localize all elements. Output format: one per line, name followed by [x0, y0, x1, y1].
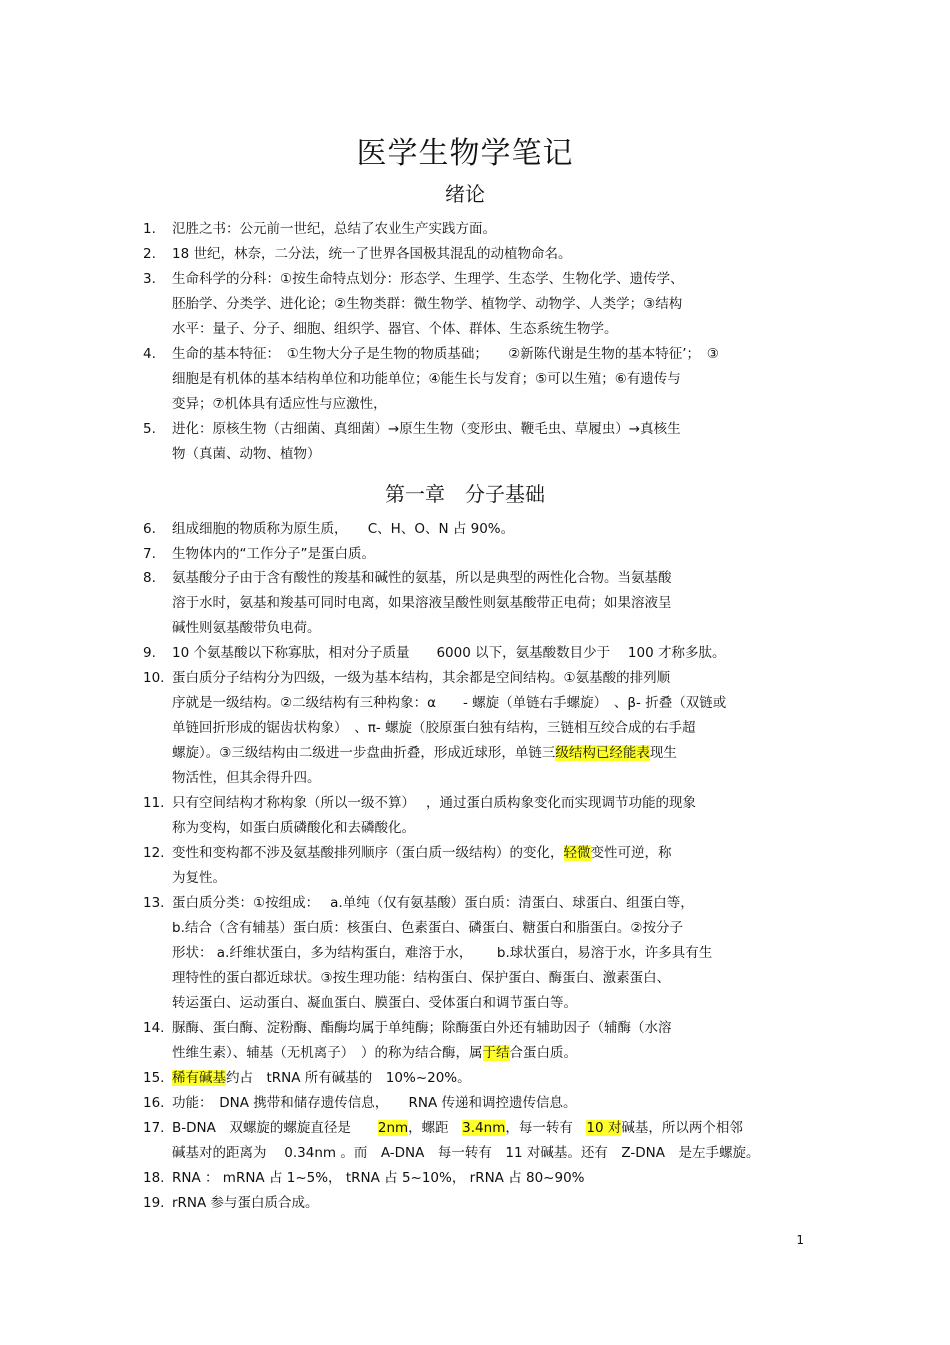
item-line [172, 1066, 813, 1091]
list-item [143, 891, 813, 1016]
item-line: 蛋白质分类：①按组成： a.单纯（仅有氨基酸）蛋白质：清蛋白、球蛋白、组蛋白等， [172, 895, 694, 911]
list-item [143, 666, 813, 791]
highlighted-text: 轻微 [563, 845, 591, 861]
item-line: 理特性的蛋白都近球状。③按生理功能：结构蛋白、保护蛋白、酶蛋白、激素蛋白、 [172, 970, 671, 986]
item-text: ，每一转有 [505, 1120, 587, 1136]
item-number: 12. [143, 845, 165, 861]
item-line: rRNA 参与蛋白质合成。 [172, 1195, 319, 1211]
item-line: 蛋白质分子结构分为四级，一级为基本结构，其余都是空间结构。①氨基酸的排列顺 [172, 670, 671, 686]
list-item [143, 242, 813, 267]
item-text: 约占 tRNA 所有碱基的 10%~20%。 [226, 1070, 471, 1086]
item-line: 形状： a.纤维状蛋白，多为结构蛋白，难溶于水， b.球状蛋白，易溶于水，许多具有生 [172, 945, 713, 961]
item-number: 4. [143, 346, 156, 362]
item-line [172, 1041, 813, 1066]
list-item [143, 1191, 813, 1216]
section-heading-intro: 绪论 [445, 182, 485, 206]
item-line [172, 841, 813, 866]
item-number: 7. [143, 546, 156, 562]
list-item [143, 566, 813, 641]
item-line: 氨基酸分子由于含有酸性的羧基和碱性的氨基，所以是典型的两性化合物。当氨基酸 [172, 570, 672, 586]
item-text: 变性和变构都不涉及氨基酸排列顺序（蛋白质一级结构）的变化， [172, 845, 564, 861]
item-text: 变性可逆，称 [590, 845, 672, 861]
highlighted-text: 于结 [482, 1045, 510, 1061]
item-text: ，螺距 [408, 1120, 463, 1136]
item-line [172, 1116, 813, 1141]
item-line: 变异；⑦机体具有适应性与应激性， [172, 396, 387, 412]
list-item [143, 542, 813, 567]
item-line: b.结合（含有辅基）蛋白质：核蛋白、色素蛋白、磷蛋白、糖蛋白和脂蛋白。②按分子 [172, 920, 683, 936]
item-number: 11. [143, 795, 165, 811]
list-item [143, 517, 813, 542]
highlighted-text: 级结构已经能表 [555, 745, 650, 761]
item-line: 序就是一级结构。②二级结构有三种构象：α - 螺旋（单链右手螺旋） 、β- 折叠（双链或 [172, 695, 727, 711]
item-text: B-DNA 双螺旋的螺旋直径是 [172, 1120, 378, 1136]
item-line: 组成细胞的物质称为原生质， C、H、O、N 占 90%。 [172, 521, 515, 537]
list-item [143, 841, 813, 891]
item-line: 进化：原核生物（古细菌、真细菌）→原生生物（变形虫、鞭毛虫、草履虫）→真核生 [172, 421, 681, 437]
list-item [143, 1166, 813, 1191]
item-line: 生物体内的“工作分子”是蛋白质。 [172, 546, 375, 562]
item-line: 10 个氨基酸以下称寡肽，相对分子质量 6000 以下，氨基酸数目少于 100 才称多肽。 [172, 645, 726, 661]
item-line: 细胞是有机体的基本结构单位和功能单位；④能生长与发育；⑤可以生殖；⑥有遗传与 [172, 371, 681, 387]
item-number: 8. [143, 570, 156, 586]
item-number: 9. [143, 645, 156, 661]
item-line: 氾胜之书：公元前一世纪，总结了农业生产实践方面。 [172, 221, 496, 237]
item-number: 10. [143, 670, 165, 686]
list-item [143, 1091, 813, 1116]
item-number: 19. [143, 1195, 165, 1211]
item-line: 生命的基本特征： ①生物大分子是生物的物质基础； ②新陈代谢是生物的基本特征’； ③ [172, 346, 719, 362]
item-line [172, 741, 813, 766]
item-number: 13. [143, 895, 165, 911]
list-item [143, 791, 813, 841]
item-line: 功能： DNA 携带和储存遗传信息， RNA 传递和调控遗传信息。 [172, 1095, 577, 1111]
item-text: 性维生素）、辅基（无机离子） ）的称为结合酶，属 [172, 1045, 483, 1061]
highlighted-text: 2nm [377, 1120, 409, 1136]
item-text: 螺旋）。③三级结构由二级进一步盘曲折叠，形成近球形，单链三 [172, 745, 556, 761]
highlighted-text: 稀有碱基 [172, 1070, 226, 1086]
list-item [143, 1116, 813, 1166]
item-text: 碱基，所以两个相邻 [621, 1120, 743, 1136]
item-number: 17. [143, 1120, 165, 1136]
page-number: 1 [796, 1233, 804, 1247]
item-line: 碱基对的距离为 0.34nm 。而 A-DNA 每一转有 11 对碱基。还有 Z-DNA 是左手螺旋。 [172, 1145, 760, 1161]
item-number: 5. [143, 421, 156, 437]
list-item [143, 641, 813, 666]
item-line: 脲酶、蛋白酶、淀粉酶、酯酶均属于单纯酶；除酶蛋白外还有辅助因子（辅酶（水溶 [172, 1020, 672, 1036]
item-number: 14. [143, 1020, 165, 1036]
list-item [143, 417, 813, 467]
item-line: 为复性。 [172, 870, 226, 886]
item-line: 只有空间结构才称构象（所以一级不算） ，通过蛋白质构象变化而实现调节功能的现象 [172, 795, 697, 811]
item-line: 单链回折形成的锯齿状构象） 、π- 螺旋（胶原蛋白独有结构，三链相互绞合成的右手超 [172, 720, 696, 736]
item-line: 胚胎学、分类学、进化论；②生物类群：微生物学、植物学、动物学、人类学；③结构 [172, 296, 683, 312]
item-line: 转运蛋白、运动蛋白、凝血蛋白、膜蛋白、受体蛋白和调节蛋白等。 [172, 995, 577, 1011]
item-line: 生命科学的分科：①按生命特点划分：形态学、生理学、生态学、生物化学、遗传学、 [172, 271, 684, 287]
list-item [143, 267, 813, 342]
section-heading-chapter-1: 第一章 分子基础 [385, 482, 545, 506]
item-line: 水平：量子、分子、细胞、组织学、器官、个体、群体、生态系统生物学。 [172, 321, 618, 337]
item-number: 18. [143, 1170, 165, 1186]
highlighted-text: 3.4nm [462, 1120, 506, 1136]
list-item [143, 217, 813, 242]
item-number: 1. [143, 221, 156, 237]
item-number: 3. [143, 271, 156, 287]
item-line: RNA ： mRNA 占 1~5%， tRNA 占 5~10%， rRNA 占 80~90% [172, 1170, 585, 1186]
item-number: 6. [143, 521, 156, 537]
item-line: 溶于水时，氨基和羧基可同时电离，如果溶液呈酸性则氨基酸带正电荷；如果溶液呈 [172, 595, 672, 611]
item-line: 碱性则氨基酸带负电荷。 [172, 620, 321, 636]
page-title: 医学生物学笔记 [356, 136, 574, 171]
list-item [143, 1016, 813, 1066]
item-line: 物活性，但其余得升四。 [172, 770, 321, 786]
highlighted-text: 10 对 [586, 1120, 622, 1136]
list-item [143, 342, 813, 417]
item-text: 合蛋白质。 [509, 1045, 577, 1061]
item-number: 2. [143, 246, 156, 262]
item-number: 15. [143, 1070, 165, 1086]
item-text: 现生 [649, 745, 677, 761]
item-line: 物（真菌、动物、植物） [172, 446, 321, 462]
item-line: 18 世纪，林奈，二分法，统一了世界各国极其混乱的动植物命名。 [172, 246, 572, 262]
item-number: 16. [143, 1095, 165, 1111]
item-line: 称为变构，如蛋白质磷酸化和去磷酸化。 [172, 820, 415, 836]
list-item [143, 1066, 813, 1091]
